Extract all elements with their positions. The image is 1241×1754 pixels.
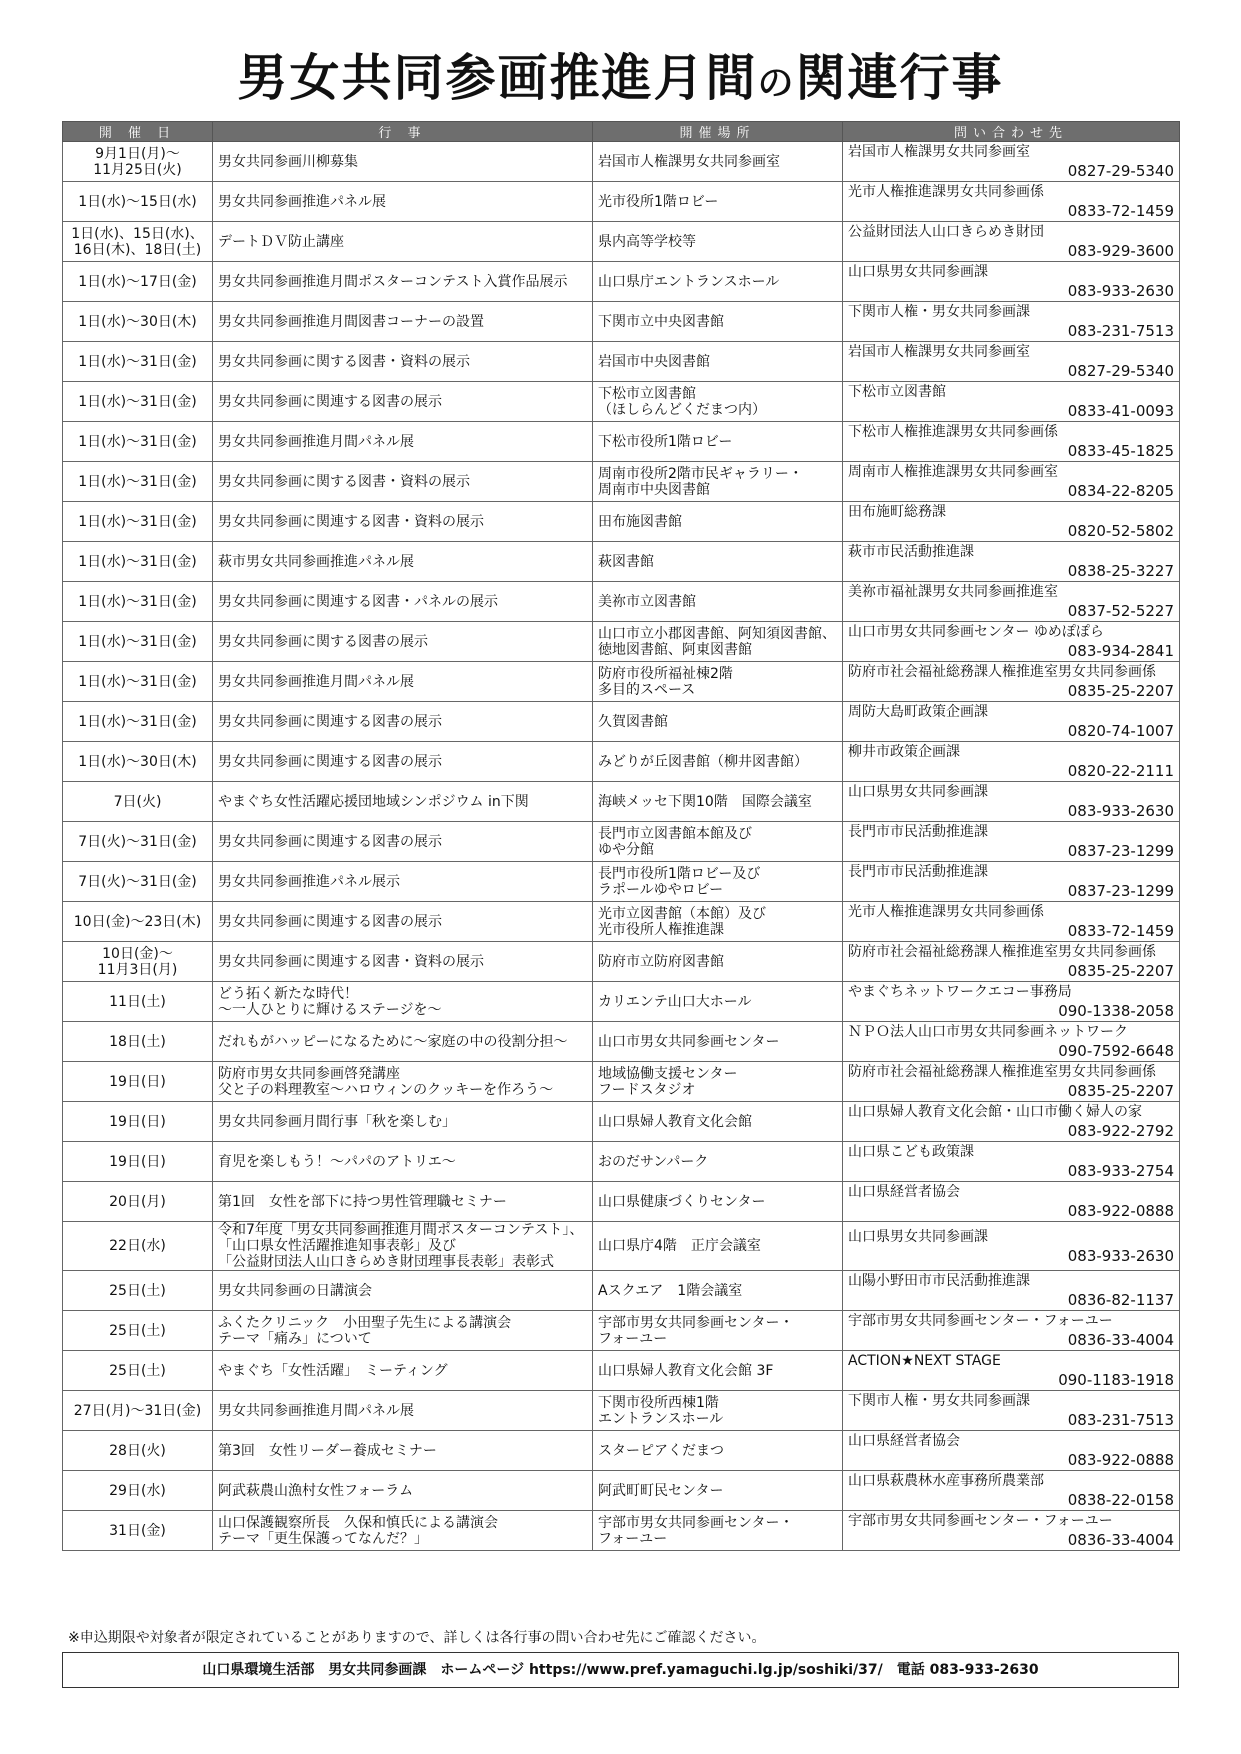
- event-date: 7日(火)～31日(金): [63, 822, 213, 862]
- contact-phone: 083-933-2630: [1067, 802, 1174, 820]
- event-date: 1日(水)、15日(水)、 16日(木)、18日(土): [63, 222, 213, 262]
- contact-org: 長門市市民活動推進課: [848, 824, 988, 840]
- contact-org: 防府市社会福祉総務課人権推進室男女共同参画係: [848, 1064, 1156, 1080]
- events-table: [62, 121, 1180, 1551]
- table-row: [63, 1062, 1180, 1102]
- event-date: 7日(火)～31日(金): [63, 862, 213, 902]
- contact-org: 山口県婦人教育文化会館・山口市働く婦人の家: [848, 1104, 1142, 1120]
- event-name: 男女共同参画に関連する図書の展示: [213, 742, 593, 782]
- event-date: 1日(水)～31日(金): [63, 422, 213, 462]
- contact-phone: 083-231-7513: [1067, 322, 1174, 340]
- contact-phone: 0833-72-1459: [1067, 922, 1174, 940]
- event-date: 19日(日): [63, 1102, 213, 1142]
- table-row: [63, 822, 1180, 862]
- event-name: 男女共同参画の日講演会: [213, 1271, 593, 1311]
- event-contact: [843, 622, 1180, 662]
- event-contact: [843, 302, 1180, 342]
- event-contact: [843, 462, 1180, 502]
- event-venue: 下関市立中央図書館: [593, 302, 843, 342]
- contact-org: 岩国市人権課男女共同参画室: [848, 144, 1030, 160]
- event-contact: [843, 1511, 1180, 1551]
- contact-phone: 0836-33-4004: [1067, 1331, 1174, 1349]
- table-row: [63, 982, 1180, 1022]
- contact-org: 光市人権推進課男女共同参画係: [848, 184, 1044, 200]
- event-contact: [843, 1311, 1180, 1351]
- event-name: 第1回 女性を部下に持つ男性管理職セミナー: [213, 1182, 593, 1222]
- contact-phone: 083-929-3600: [1067, 242, 1174, 260]
- contact-org: 下松市人権推進課男女共同参画係: [848, 424, 1058, 440]
- contact-phone: 0838-25-3227: [1067, 562, 1174, 580]
- event-name: ふくたクリニック 小田聖子先生による講演会 テーマ「痛み」について: [213, 1311, 593, 1351]
- event-name: だれもがハッピーになるために～家庭の中の役割分担～: [213, 1022, 593, 1062]
- event-contact: [843, 1431, 1180, 1471]
- event-venue: 下松市役所1階ロビー: [593, 422, 843, 462]
- contact-phone: 083-933-2754: [1067, 1162, 1174, 1180]
- event-name: 男女共同参画月間行事「秋を楽しむ」: [213, 1102, 593, 1142]
- table-row: [63, 1102, 1180, 1142]
- event-date: 1日(水)～31日(金): [63, 582, 213, 622]
- event-contact: [843, 142, 1180, 182]
- event-venue: 阿武町町民センター: [593, 1471, 843, 1511]
- table-row: [63, 1271, 1180, 1311]
- contact-phone: 0833-45-1825: [1067, 442, 1174, 460]
- contact-phone: 0833-41-0093: [1067, 402, 1174, 420]
- event-date: 9月1日(月)～ 11月25日(火): [63, 142, 213, 182]
- event-date: 29日(水): [63, 1471, 213, 1511]
- event-date: 1日(水)～17日(金): [63, 262, 213, 302]
- event-name: 男女共同参画推進パネル展: [213, 182, 593, 222]
- table-row: [63, 342, 1180, 382]
- event-venue: 山口市男女共同参画センター: [593, 1022, 843, 1062]
- page-title: [0, 48, 1241, 114]
- event-name: 男女共同参画川柳募集: [213, 142, 593, 182]
- event-contact: [843, 1142, 1180, 1182]
- event-contact: [843, 342, 1180, 382]
- event-date: 1日(水)～31日(金): [63, 502, 213, 542]
- contact-org: 光市人権推進課男女共同参画係: [848, 904, 1044, 920]
- event-date: 10日(金)～23日(木): [63, 902, 213, 942]
- table-row: [63, 262, 1180, 302]
- contact-phone: 083-933-2630: [1067, 1246, 1174, 1265]
- event-date: 1日(水)～15日(水): [63, 182, 213, 222]
- contact-org: 萩市市民活動推進課: [848, 544, 974, 560]
- title-tail: 関連行事: [795, 49, 1004, 107]
- event-name: やまぐち女性活躍応援団地域シンポジウム in下関: [213, 782, 593, 822]
- event-venue: みどりが丘図書館（柳井図書館）: [593, 742, 843, 782]
- event-venue: 海峡メッセ下関10階 国際会議室: [593, 782, 843, 822]
- event-name: デートＤＶ防止講座: [213, 222, 593, 262]
- event-date: 22日(水): [63, 1222, 213, 1271]
- contact-phone: 0837-52-5227: [1067, 602, 1174, 620]
- contact-phone: 083-922-0888: [1067, 1451, 1174, 1469]
- event-venue: 光市立図書館（本館）及び 光市役所人権推進課: [593, 902, 843, 942]
- event-venue: 防府市立防府図書館: [593, 942, 843, 982]
- event-contact: [843, 702, 1180, 742]
- event-venue: 山口県婦人教育文化会館: [593, 1102, 843, 1142]
- event-contact: [843, 862, 1180, 902]
- table-row: [63, 382, 1180, 422]
- contact-org: 下関市人権・男女共同参画課: [848, 1393, 1030, 1409]
- table-row: [63, 1431, 1180, 1471]
- event-name: 萩市男女共同参画推進パネル展: [213, 542, 593, 582]
- event-name: 令和7年度「男女共同参画推進月間ポスターコンテスト」、 「山口県女性活躍推進知事表彰」及び 「公益財団法人山口きらめき財団理事長表彰」表彰式: [213, 1222, 593, 1271]
- event-venue: 山口県健康づくりセンター: [593, 1182, 843, 1222]
- event-name: 男女共同参画に関連する図書の展示: [213, 902, 593, 942]
- contact-phone: 0837-23-1299: [1067, 842, 1174, 860]
- event-venue: 岩国市中央図書館: [593, 342, 843, 382]
- event-date: 19日(日): [63, 1062, 213, 1102]
- table-row: [63, 1391, 1180, 1431]
- contact-org: 防府市社会福祉総務課人権推進室男女共同参画係: [848, 664, 1156, 680]
- contact-org: 山口県男女共同参画課: [848, 784, 988, 800]
- event-contact: [843, 502, 1180, 542]
- contact-org: 美祢市福祉課男女共同参画推進室: [848, 584, 1058, 600]
- event-date: 11日(土): [63, 982, 213, 1022]
- table-row: [63, 1471, 1180, 1511]
- event-venue: 萩図書館: [593, 542, 843, 582]
- table-row: [63, 1311, 1180, 1351]
- header-venue: 開催場所: [593, 122, 843, 142]
- event-venue: 長門市役所1階ロビー及び ラポールゆやロビー: [593, 862, 843, 902]
- event-venue: 田布施図書館: [593, 502, 843, 542]
- event-name: 男女共同参画に関する図書・資料の展示: [213, 342, 593, 382]
- event-name: 男女共同参画に関連する図書・パネルの展示: [213, 582, 593, 622]
- event-venue: 地域協働支援センター フードスタジオ: [593, 1062, 843, 1102]
- contact-org: 山口県萩農林水産事務所農業部: [848, 1473, 1044, 1489]
- event-venue: 長門市立図書館本館及び ゆや分館: [593, 822, 843, 862]
- event-date: 1日(水)～31日(金): [63, 542, 213, 582]
- contact-phone: 083-922-2792: [1067, 1122, 1174, 1140]
- contact-org: 下松市立図書館: [848, 384, 946, 400]
- event-date: 28日(火): [63, 1431, 213, 1471]
- event-venue: 宇部市男女共同参画センター・ フォーユー: [593, 1311, 843, 1351]
- event-venue: 周南市役所2階市民ギャラリー・ 周南市中央図書館: [593, 462, 843, 502]
- event-contact: [843, 1391, 1180, 1431]
- contact-org: 岩国市人権課男女共同参画室: [848, 344, 1030, 360]
- table-row: [63, 462, 1180, 502]
- contact-phone: 0834-22-8205: [1067, 482, 1174, 500]
- contact-phone: 083-934-2841: [1067, 642, 1174, 660]
- event-venue: カリエンテ山口大ホール: [593, 982, 843, 1022]
- event-venue: 下関市役所西棟1階 エントランスホール: [593, 1391, 843, 1431]
- event-contact: [843, 942, 1180, 982]
- contact-phone: 0820-22-2111: [1067, 762, 1174, 780]
- contact-org: 山口県こども政策課: [848, 1144, 974, 1160]
- event-contact: [843, 1102, 1180, 1142]
- table-row: [63, 1182, 1180, 1222]
- event-contact: [843, 1182, 1180, 1222]
- event-date: 1日(水)～31日(金): [63, 462, 213, 502]
- header-contact: 問い合わせ先: [843, 122, 1180, 142]
- table-row: [63, 542, 1180, 582]
- event-date: 25日(土): [63, 1311, 213, 1351]
- contact-org: 山口県経営者協会: [848, 1184, 960, 1200]
- event-venue: 山口県婦人教育文化会館 3F: [593, 1351, 843, 1391]
- event-contact: [843, 742, 1180, 782]
- event-name: 男女共同参画に関連する図書・資料の展示: [213, 942, 593, 982]
- event-date: 18日(土): [63, 1022, 213, 1062]
- event-name: 男女共同参画に関する図書の展示: [213, 622, 593, 662]
- contact-phone: 0837-23-1299: [1067, 882, 1174, 900]
- contact-org: 山陽小野田市市民活動推進課: [848, 1273, 1030, 1289]
- event-name: 第3回 女性リーダー養成セミナー: [213, 1431, 593, 1471]
- contact-phone: 083-922-0888: [1067, 1202, 1174, 1220]
- event-contact: [843, 422, 1180, 462]
- table-row: [63, 862, 1180, 902]
- event-date: 1日(水)～31日(金): [63, 382, 213, 422]
- table-row: [63, 222, 1180, 262]
- event-contact: [843, 262, 1180, 302]
- contact-org: 宇部市男女共同参画センター・フォーユー: [848, 1313, 1113, 1329]
- event-contact: [843, 1351, 1180, 1391]
- table-row: [63, 182, 1180, 222]
- title-main: 男女共同参画推進月間: [237, 49, 758, 107]
- event-venue: 防府市役所福祉棟2階 多目的スペース: [593, 662, 843, 702]
- header-event: 行 事: [213, 122, 593, 142]
- event-contact: [843, 542, 1180, 582]
- event-contact: [843, 1022, 1180, 1062]
- event-name: 防府市男女共同参画啓発講座 父と子の料理教室～ハロウィンのクッキーを作ろう～: [213, 1062, 593, 1102]
- event-venue: Aスクエア 1階会議室: [593, 1271, 843, 1311]
- event-venue: 下松市立図書館 （ほしらんどくだまつ内）: [593, 382, 843, 422]
- event-date: 1日(水)～30日(木): [63, 302, 213, 342]
- event-name: 男女共同参画に関連する図書・資料の展示: [213, 502, 593, 542]
- contact-org: 公益財団法人山口きらめき財団: [848, 224, 1044, 240]
- contact-org: 山口県男女共同参画課: [848, 264, 988, 280]
- event-date: 25日(土): [63, 1351, 213, 1391]
- table-row: [63, 1511, 1180, 1551]
- header-date: 開 催 日: [63, 122, 213, 142]
- event-venue: 光市役所1階ロビー: [593, 182, 843, 222]
- event-contact: [843, 662, 1180, 702]
- contact-phone: 0835-25-2207: [1067, 1082, 1174, 1100]
- event-venue: 宇部市男女共同参画センター・ フォーユー: [593, 1511, 843, 1551]
- event-name: 男女共同参画推進月間パネル展: [213, 422, 593, 462]
- table-row: [63, 142, 1180, 182]
- contact-org: 山口県経営者協会: [848, 1433, 960, 1449]
- footnote: ※申込期限や対象者が限定されていることがありますので、詳しくは各行事の問い合わせ先にご確認ください。: [68, 1630, 766, 1646]
- contact-org: 宇部市男女共同参画センター・フォーユー: [848, 1513, 1113, 1529]
- event-name: 男女共同参画に関連する図書の展示: [213, 702, 593, 742]
- event-name: 阿武萩農山漁村女性フォーラム: [213, 1471, 593, 1511]
- event-name: 男女共同参画推進月間図書コーナーの設置: [213, 302, 593, 342]
- event-name: 山口保護観察所長 久保和慎氏による講演会 テーマ「更生保護ってなんだ？」: [213, 1511, 593, 1551]
- contact-org: 周防大島町政策企画課: [848, 704, 988, 720]
- table-header: [63, 122, 1180, 142]
- table-row: [63, 942, 1180, 982]
- event-date: 1日(水)～31日(金): [63, 662, 213, 702]
- event-date: 25日(土): [63, 1271, 213, 1311]
- event-date: 27日(月)～31日(金): [63, 1391, 213, 1431]
- event-name: 男女共同参画に関連する図書の展示: [213, 382, 593, 422]
- contact-phone: 083-231-7513: [1067, 1411, 1174, 1429]
- contact-phone: 0836-82-1137: [1067, 1291, 1174, 1309]
- event-contact: [843, 822, 1180, 862]
- table-row: [63, 782, 1180, 822]
- event-name: 男女共同参画推進月間パネル展: [213, 662, 593, 702]
- event-contact: [843, 182, 1180, 222]
- event-contact: [843, 1062, 1180, 1102]
- event-contact: [843, 382, 1180, 422]
- event-venue: おのだサンパーク: [593, 1142, 843, 1182]
- table-row: [63, 742, 1180, 782]
- contact-org: やまぐちネットワークエコー事務局: [848, 984, 1072, 1000]
- event-contact: [843, 1271, 1180, 1311]
- event-venue: 岩国市人権課男女共同参画室: [593, 142, 843, 182]
- event-date: 19日(日): [63, 1142, 213, 1182]
- event-contact: [843, 982, 1180, 1022]
- event-name: 男女共同参画推進月間ポスターコンテスト入賞作品展示: [213, 262, 593, 302]
- event-venue: スターピアくだまつ: [593, 1431, 843, 1471]
- table-row: [63, 902, 1180, 942]
- table-row: [63, 702, 1180, 742]
- contact-org: 下関市人権・男女共同参画課: [848, 304, 1030, 320]
- event-venue: 山口市立小郡図書館、阿知須図書館、 徳地図書館、阿東図書館: [593, 622, 843, 662]
- table-row: [63, 302, 1180, 342]
- contact-org: 長門市市民活動推進課: [848, 864, 988, 880]
- event-contact: [843, 582, 1180, 622]
- event-contact: [843, 222, 1180, 262]
- contact-phone: 0836-33-4004: [1067, 1531, 1174, 1549]
- event-venue: 美祢市立図書館: [593, 582, 843, 622]
- contact-org: 田布施町総務課: [848, 504, 946, 520]
- table-body: [63, 142, 1180, 1551]
- table-row: [63, 1222, 1180, 1271]
- table-row: [63, 422, 1180, 462]
- event-date: 31日(金): [63, 1511, 213, 1551]
- event-date: 10日(金)～ 11月3日(月): [63, 942, 213, 982]
- event-contact: [843, 1471, 1180, 1511]
- table-row: [63, 1142, 1180, 1182]
- event-name: 男女共同参画に関する図書・資料の展示: [213, 462, 593, 502]
- contact-org: 山口市男女共同参画センター ゆめぽぽら: [848, 624, 1104, 640]
- event-name: 男女共同参画に関連する図書の展示: [213, 822, 593, 862]
- event-venue: 久賀図書館: [593, 702, 843, 742]
- contact-phone: 0835-25-2207: [1067, 962, 1174, 980]
- event-contact: [843, 1222, 1180, 1271]
- contact-phone: 090-1338-2058: [1058, 1002, 1174, 1020]
- title-particle: の: [757, 63, 796, 104]
- event-date: 7日(火): [63, 782, 213, 822]
- event-venue: 県内高等学校等: [593, 222, 843, 262]
- contact-phone: 0835-25-2207: [1067, 682, 1174, 700]
- contact-org: 周南市人権推進課男女共同参画室: [848, 464, 1058, 480]
- contact-org: ACTION★NEXT STAGE: [848, 1353, 1001, 1369]
- event-date: 20日(月): [63, 1182, 213, 1222]
- event-date: 1日(水)～31日(金): [63, 622, 213, 662]
- contact-org: 防府市社会福祉総務課人権推進室男女共同参画係: [848, 944, 1156, 960]
- event-venue: 山口県庁エントランスホール: [593, 262, 843, 302]
- footer-contact: 山口県環境生活部 男女共同参画課 ホームページ https://www.pref.yamaguchi.lg.jp/soshiki/37/ 電話 083-933-2630: [62, 1652, 1179, 1688]
- table-row: [63, 1351, 1180, 1391]
- event-name: 男女共同参画推進パネル展示: [213, 862, 593, 902]
- event-contact: [843, 902, 1180, 942]
- event-venue: 山口県庁4階 正庁会議室: [593, 1222, 843, 1271]
- contact-phone: 0833-72-1459: [1067, 202, 1174, 220]
- table-row: [63, 662, 1180, 702]
- event-name: どう拓く新たな時代！ ～一人ひとりに輝けるステージを～: [213, 982, 593, 1022]
- contact-phone: 0827-29-5340: [1067, 162, 1174, 180]
- contact-org: 柳井市政策企画課: [848, 744, 960, 760]
- event-name: 男女共同参画推進月間パネル展: [213, 1391, 593, 1431]
- contact-phone: 0827-29-5340: [1067, 362, 1174, 380]
- contact-phone: 0820-74-1007: [1067, 722, 1174, 740]
- table-row: [63, 1022, 1180, 1062]
- event-date: 1日(水)～30日(木): [63, 742, 213, 782]
- event-date: 1日(水)～31日(金): [63, 342, 213, 382]
- contact-phone: 083-933-2630: [1067, 282, 1174, 300]
- table-row: [63, 622, 1180, 662]
- event-contact: [843, 782, 1180, 822]
- contact-phone: 0820-52-5802: [1067, 522, 1174, 540]
- contact-phone: 0838-22-0158: [1067, 1491, 1174, 1509]
- contact-phone: 090-1183-1918: [1058, 1371, 1174, 1389]
- contact-phone: 090-7592-6648: [1058, 1042, 1174, 1060]
- table-row: [63, 502, 1180, 542]
- contact-org: ＮＰＯ法人山口市男女共同参画ネットワーク: [848, 1024, 1128, 1040]
- event-name: やまぐち「女性活躍」 ミーティング: [213, 1351, 593, 1391]
- event-date: 1日(水)～31日(金): [63, 702, 213, 742]
- contact-org: 山口県男女共同参画課: [848, 1228, 988, 1245]
- table-row: [63, 582, 1180, 622]
- event-name: 育児を楽しもう！～パパのアトリエ～: [213, 1142, 593, 1182]
